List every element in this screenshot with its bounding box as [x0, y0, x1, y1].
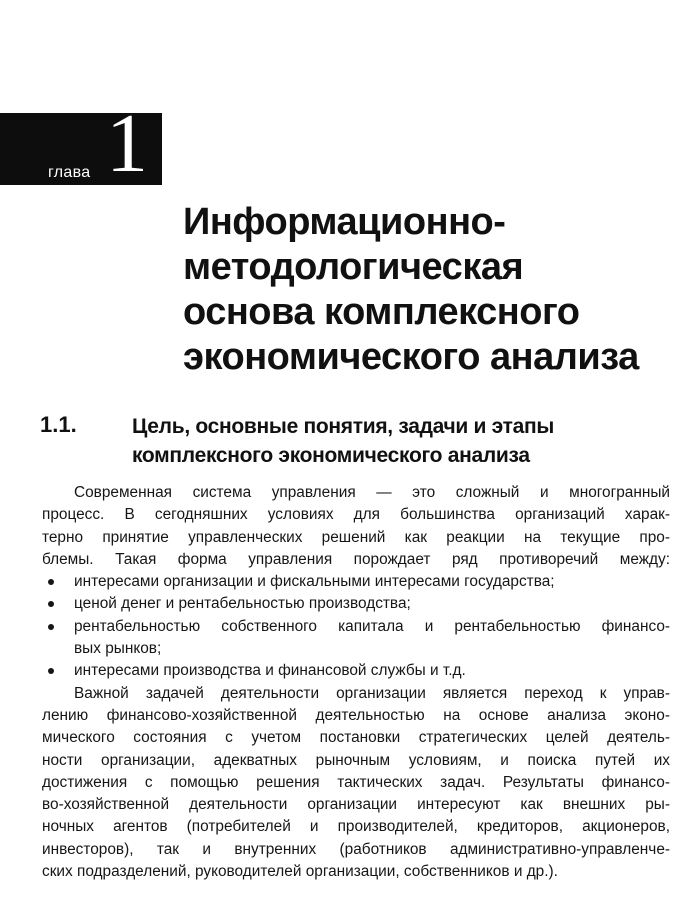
text-line: интересами производства и финансовой службы и т.д.: [74, 662, 466, 680]
text-line: Важной задачей деятельности организации является переход к управ-: [74, 684, 670, 702]
text-line: блемы. Такая форма управления порождает ряд противоречий между:: [42, 550, 670, 568]
paragraph: [42, 482, 670, 571]
text-line: достижения с помощью решения тактических задач. Результаты финансо-: [42, 773, 670, 791]
text-line: рентабельностью собственного капитала и рентабельностью финансо-: [74, 617, 670, 635]
section-title-line: Цель, основные понятия, задачи и этапы: [132, 415, 555, 438]
section-number: 1.1.: [40, 412, 77, 437]
chapter-title-line: Информационно-: [183, 201, 506, 243]
text-line: Современная система управления — это сложный и многогранный: [74, 484, 670, 501]
text-line: процесс. В сегодняшних условиях для большинства организаций харак-: [42, 506, 670, 524]
chapter-label: глава: [48, 164, 91, 181]
chapter-title-line: методологическая: [183, 246, 524, 288]
text-line: ских подразделений, руководителей организации, собственников и др.).: [42, 863, 558, 881]
text-line: интересами организации и фискальными интересами государства;: [74, 573, 555, 591]
text-line: терно принятие управленческих решений как реакции на текущие про-: [42, 528, 670, 546]
text-line: ценой денег и рентабельностью производства;: [74, 595, 411, 613]
bullet-icon: [48, 668, 54, 674]
chapter-number: 1: [106, 97, 148, 190]
text-line: во-хозяйственной деятельности организации интересуют как внешних ры-: [42, 796, 670, 814]
list-item: [42, 571, 670, 593]
chapter-title-line: основа комплексного: [183, 291, 580, 333]
body-text: [42, 482, 670, 883]
list-item: [42, 593, 670, 615]
text-line: мического состояния с учетом постановки стратегических целей деятель-: [42, 729, 670, 747]
text-line: ночных агентов (потребителей и производителей, кредиторов, акционеров,: [42, 818, 670, 836]
bullet-icon: [48, 624, 54, 630]
bullet-list: [42, 571, 670, 682]
list-item: [42, 660, 670, 682]
text-line: вых рынков;: [74, 640, 162, 658]
paragraph: [42, 683, 670, 884]
list-item: [42, 616, 670, 661]
text-line: ности организации, адекватных рыночным условиям, и поиска путей их: [42, 751, 670, 769]
bullet-icon: [48, 579, 54, 585]
chapter-title: [183, 200, 663, 380]
section-title: [132, 412, 652, 470]
chapter-title-line: экономического анализа: [183, 336, 639, 378]
text-line: лению финансово-хозяйственной деятельностью на основе анализа эконо-: [42, 706, 670, 724]
bullet-icon: [48, 601, 54, 607]
text-line: инвесторов), так и внутренних (работников административно-управленче-: [42, 840, 670, 858]
section-title-line: комплексного экономического анализа: [132, 444, 530, 467]
